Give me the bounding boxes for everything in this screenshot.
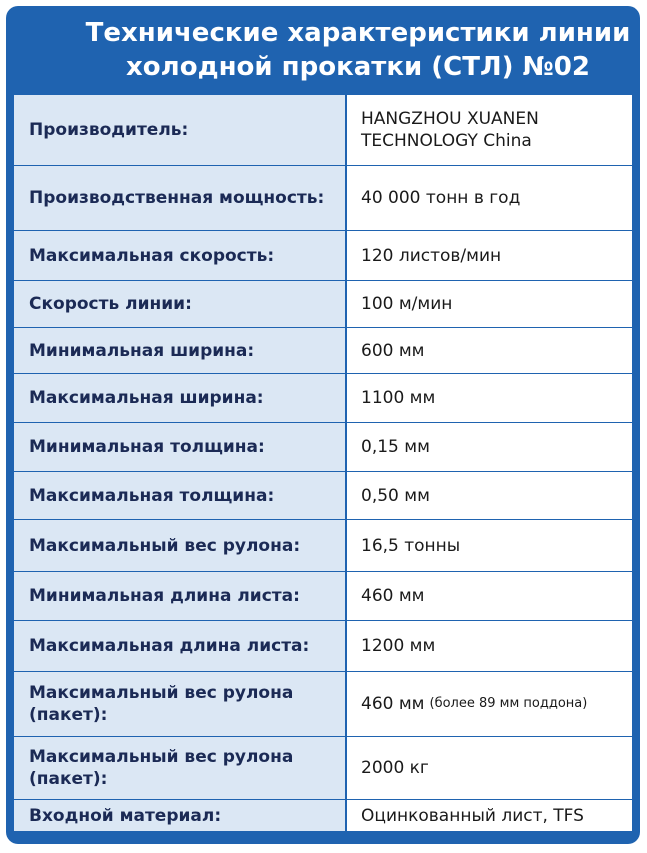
spec-label: Входной материал:: [14, 800, 347, 831]
spec-value: HANGZHOU XUANEN TECHNOLOGY China: [347, 95, 632, 165]
spec-row-max-coil-weight-pack-kg: [14, 736, 632, 799]
spec-label: Минимальная длина листа:: [14, 572, 347, 620]
spec-row-max-width: [14, 373, 632, 422]
spec-value: 2000 кг: [347, 737, 632, 799]
spec-title: [13, 6, 633, 94]
spec-label: Минимальная ширина:: [14, 328, 347, 373]
spec-value: 1100 мм: [347, 374, 632, 422]
spec-row-min-sheet-length: [14, 571, 632, 620]
spec-label: Максимальный вес рулона:: [14, 520, 347, 571]
spec-row-max-speed: [14, 230, 632, 280]
spec-label: Производственная мощность:: [14, 166, 347, 230]
spec-row-max-coil-weight: [14, 519, 632, 571]
spec-table: [13, 94, 633, 832]
spec-value: 120 листов/мин: [347, 231, 632, 280]
spec-value: 600 мм: [347, 328, 632, 373]
spec-title-line-1: Технические характеристики линии: [85, 18, 631, 48]
spec-label: Минимальная толщина:: [14, 423, 347, 471]
spec-label: Производитель:: [14, 95, 347, 165]
spec-label: Максимальная скорость:: [14, 231, 347, 280]
spec-label: Скорость линии:: [14, 281, 347, 327]
spec-value: [347, 672, 632, 736]
spec-row-max-thickness: [14, 471, 632, 519]
spec-row-line-speed: [14, 280, 632, 327]
spec-row-max-coil-weight-pack: [14, 671, 632, 736]
spec-value-note: (более 89 мм поддона): [429, 696, 588, 711]
spec-value: 460 мм: [347, 572, 632, 620]
spec-row-capacity: [14, 165, 632, 230]
spec-value: 0,15 мм: [347, 423, 632, 471]
spec-value-main: 460 мм: [361, 694, 425, 714]
spec-label: Максимальная толщина:: [14, 472, 347, 519]
spec-value: 100 м/мин: [347, 281, 632, 327]
spec-value: 0,50 мм: [347, 472, 632, 519]
spec-row-min-width: [14, 327, 632, 373]
spec-value: 40 000 тонн в год: [347, 166, 632, 230]
spec-row-input-material: [14, 799, 632, 831]
spec-row-max-sheet-length: [14, 620, 632, 671]
spec-value: 1200 мм: [347, 621, 632, 671]
spec-row-manufacturer: [14, 95, 632, 165]
spec-label: Максимальная ширина:: [14, 374, 347, 422]
spec-value: 16,5 тонны: [347, 520, 632, 571]
spec-row-min-thickness: [14, 422, 632, 471]
spec-title-line-2: холодной прокатки (СТЛ) №02: [126, 52, 590, 82]
spec-label: Максимальная длина листа:: [14, 621, 347, 671]
spec-card: [6, 6, 640, 844]
spec-label: Максимальный вес рулона (пакет):: [14, 737, 347, 799]
spec-value: Оцинкованный лист, TFS: [347, 800, 632, 831]
spec-label: Максимальный вес рулона (пакет):: [14, 672, 347, 736]
